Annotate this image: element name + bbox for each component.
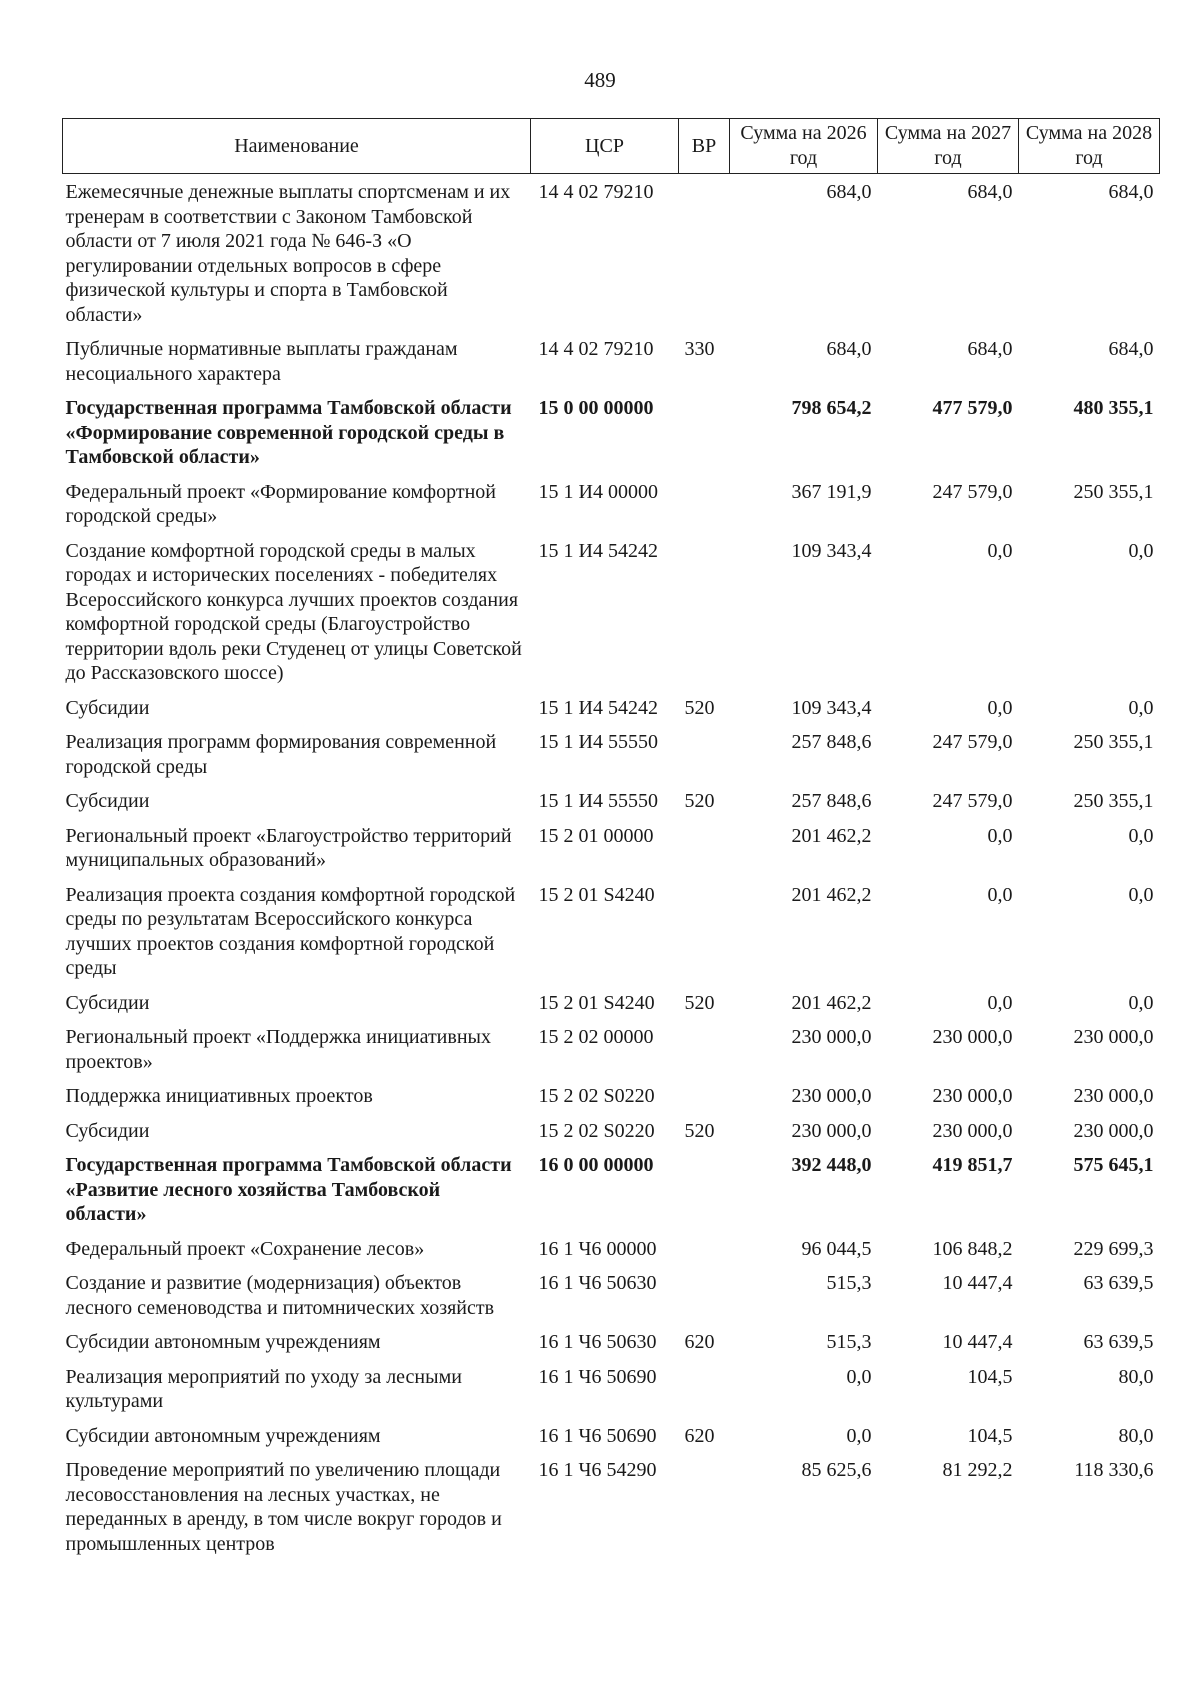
row-sum-2026: 109 343,4 — [791, 696, 872, 719]
row-sum-2026: 684,0 — [826, 181, 872, 203]
row-sum-2026: 201 462,2 — [791, 883, 872, 906]
row-sum-2028: 0,0 — [1128, 824, 1154, 847]
row-sum-2026: 392 448,0 — [791, 1154, 872, 1176]
table-row — [63, 1231, 1160, 1266]
row-sum-2027: 247 579,0 — [932, 731, 1013, 753]
row-name: Государственная программа Тамбовской области «Развитие лесного хозяйства Тамбовской области» — [65, 1154, 512, 1225]
row-sum-2026: 85 625,6 — [801, 1459, 872, 1481]
row-csr: 16 1 Ч6 50630 — [538, 1331, 657, 1353]
row-sum-2027: 10 447,4 — [942, 1272, 1013, 1294]
row-name: Субсидии — [65, 790, 150, 812]
row-vr: 620 — [684, 1424, 715, 1447]
table-row — [63, 985, 1160, 1020]
row-sum-2028: 80,0 — [1118, 1424, 1154, 1447]
row-csr: 15 1 И4 54242 — [538, 696, 658, 719]
row-vr — [679, 474, 730, 533]
table-row — [63, 818, 1160, 877]
row-sum-2026: 96 044,5 — [801, 1237, 872, 1260]
header-sum-2027: Сумма на 2027 год — [878, 119, 1019, 174]
row-name: Субсидии — [65, 696, 150, 719]
header-vr: ВР — [679, 119, 730, 174]
row-csr: 16 1 Ч6 50690 — [538, 1365, 657, 1388]
table-body — [63, 174, 1160, 1561]
row-vr: 330 — [684, 338, 715, 360]
row-sum-2027: 10 447,4 — [942, 1331, 1013, 1353]
row-sum-2028: 230 000,0 — [1073, 1119, 1154, 1142]
row-sum-2027: 0,0 — [987, 539, 1013, 562]
row-sum-2027: 684,0 — [967, 338, 1013, 360]
row-csr: 15 1 И4 00000 — [538, 480, 658, 503]
row-vr — [679, 174, 730, 332]
row-name: Субсидии — [65, 1119, 150, 1142]
row-csr: 14 4 02 79210 — [538, 338, 654, 360]
table-row — [63, 1324, 1160, 1359]
row-sum-2027: 230 000,0 — [932, 1119, 1013, 1142]
row-sum-2027: 0,0 — [987, 991, 1013, 1014]
row-sum-2026: 257 848,6 — [791, 790, 872, 812]
row-csr: 15 1 И4 54242 — [538, 539, 658, 562]
row-sum-2028: 0,0 — [1128, 991, 1154, 1014]
row-sum-2028: 250 355,1 — [1073, 731, 1154, 753]
table-row — [63, 174, 1160, 332]
row-vr: 520 — [684, 696, 715, 719]
row-sum-2027: 104,5 — [967, 1365, 1013, 1388]
row-sum-2028: 0,0 — [1128, 696, 1154, 719]
row-sum-2026: 798 654,2 — [791, 397, 872, 419]
row-sum-2026: 257 848,6 — [791, 731, 872, 753]
row-name: Создание и развитие (модернизация) объектов лесного семеноводства и питомнических хозяйств — [65, 1272, 495, 1319]
row-vr — [679, 1231, 730, 1266]
table-row — [63, 1452, 1160, 1560]
row-sum-2027: 419 851,7 — [932, 1154, 1013, 1176]
row-sum-2027: 106 848,2 — [932, 1237, 1013, 1260]
row-sum-2028: 118 330,6 — [1074, 1459, 1154, 1481]
header-csr: ЦСР — [531, 119, 679, 174]
table-row — [63, 1265, 1160, 1324]
row-name: Создание комфортной городской среды в малых городах и исторических поселениях - победителях Всероссийского конкурса лучших проектов создания комфортной городской среды (Благоустройство территории вдоль реки Студенец от улицы Советской до Рассказовского шоссе) — [65, 539, 522, 684]
row-csr: 14 4 02 79210 — [538, 181, 654, 203]
row-vr — [679, 724, 730, 783]
row-vr — [679, 1078, 730, 1113]
row-sum-2026: 230 000,0 — [791, 1119, 872, 1142]
table-row — [63, 783, 1160, 818]
table-row — [63, 474, 1160, 533]
row-name: Проведение мероприятий по увеличению площади лесовосстановления на лесных участках, не переданных в аренду, в том числе вокруг городов и промышленных центров — [65, 1459, 502, 1555]
header-sum-2026: Сумма на 2026 год — [730, 119, 878, 174]
table-row — [63, 1019, 1160, 1078]
row-vr — [679, 533, 730, 690]
row-csr: 15 1 И4 55550 — [538, 790, 658, 812]
row-csr: 15 0 00 00000 — [538, 397, 654, 419]
table-header-row — [63, 119, 1160, 174]
row-sum-2026: 0,0 — [846, 1424, 872, 1447]
row-sum-2026: 0,0 — [846, 1365, 872, 1388]
row-name: Реализация мероприятий по уходу за лесными культурами — [65, 1365, 462, 1412]
row-csr: 15 1 И4 55550 — [538, 731, 658, 753]
row-name: Реализация программ формирования современной городской среды — [65, 731, 497, 778]
table-row — [63, 533, 1160, 690]
row-sum-2028: 63 639,5 — [1083, 1331, 1154, 1353]
row-sum-2028: 0,0 — [1128, 883, 1154, 906]
row-csr: 16 1 Ч6 54290 — [538, 1459, 657, 1481]
row-vr — [679, 1019, 730, 1078]
table-row — [63, 331, 1160, 390]
row-csr: 15 2 02 S0220 — [538, 1085, 655, 1107]
row-vr: 520 — [684, 991, 715, 1014]
row-sum-2028: 684,0 — [1108, 181, 1154, 203]
row-vr — [679, 1147, 730, 1231]
row-vr: 520 — [684, 1119, 715, 1142]
row-name: Поддержка инициативных проектов — [65, 1085, 373, 1107]
row-vr: 620 — [684, 1331, 715, 1353]
row-sum-2028: 229 699,3 — [1073, 1237, 1154, 1260]
row-vr: 520 — [684, 790, 715, 812]
row-sum-2026: 684,0 — [826, 338, 872, 360]
row-csr: 16 1 Ч6 50690 — [538, 1424, 657, 1447]
row-csr: 15 2 01 00000 — [538, 824, 654, 847]
row-name: Ежемесячные денежные выплаты спортсменам и их тренерам в соответствии с Законом Тамбовской области от 7 июля 2021 года № 646-З «О регулировании отдельных вопросов в сфере физической культуры и спорта в Тамбовской области» — [65, 181, 511, 326]
row-name: Государственная программа Тамбовской области «Формирование современной городской среды в Тамбовской области» — [65, 397, 512, 468]
table-row — [63, 1418, 1160, 1453]
row-vr — [679, 1452, 730, 1560]
header-name: Наименование — [63, 119, 531, 174]
row-sum-2027: 684,0 — [967, 181, 1013, 203]
row-vr — [679, 877, 730, 985]
row-sum-2026: 367 191,9 — [791, 480, 872, 503]
row-csr: 16 1 Ч6 50630 — [538, 1272, 657, 1294]
row-name: Субсидии — [65, 991, 150, 1014]
row-sum-2027: 0,0 — [987, 696, 1013, 719]
row-csr: 16 1 Ч6 00000 — [538, 1237, 657, 1260]
row-name: Реализация проекта создания комфортной городской среды по результатам Всероссийского конкурса лучших проектов создания комфортной городской среды — [65, 883, 516, 979]
row-sum-2028: 63 639,5 — [1083, 1272, 1154, 1294]
row-sum-2028: 575 645,1 — [1073, 1154, 1154, 1176]
row-sum-2027: 230 000,0 — [932, 1085, 1013, 1107]
row-sum-2028: 250 355,1 — [1073, 790, 1154, 812]
table-row — [63, 1359, 1160, 1418]
row-sum-2026: 230 000,0 — [791, 1026, 872, 1048]
row-sum-2026: 109 343,4 — [791, 539, 872, 562]
row-sum-2028: 480 355,1 — [1073, 397, 1154, 419]
row-sum-2027: 247 579,0 — [932, 790, 1013, 812]
row-sum-2028: 230 000,0 — [1073, 1026, 1154, 1048]
row-sum-2027: 0,0 — [987, 883, 1013, 906]
row-csr: 15 2 01 S4240 — [538, 991, 655, 1014]
table-row — [63, 1147, 1160, 1231]
row-vr — [679, 1265, 730, 1324]
row-sum-2027: 104,5 — [967, 1424, 1013, 1447]
page-number: 489 — [584, 68, 616, 92]
row-sum-2027: 477 579,0 — [932, 397, 1013, 419]
row-sum-2027: 247 579,0 — [932, 480, 1013, 503]
row-sum-2028: 684,0 — [1108, 338, 1154, 360]
row-name: Федеральный проект «Сохранение лесов» — [65, 1237, 425, 1260]
row-sum-2028: 250 355,1 — [1073, 480, 1154, 503]
row-name: Субсидии автономным учреждениям — [65, 1424, 381, 1447]
row-name: Публичные нормативные выплаты гражданам несоциального характера — [65, 338, 458, 385]
row-sum-2028: 80,0 — [1118, 1365, 1154, 1388]
row-sum-2027: 0,0 — [987, 824, 1013, 847]
table-row — [63, 724, 1160, 783]
table-row — [63, 390, 1160, 474]
row-csr: 15 2 02 00000 — [538, 1026, 654, 1048]
row-vr — [679, 390, 730, 474]
row-sum-2028: 230 000,0 — [1073, 1085, 1154, 1107]
row-csr: 15 2 02 S0220 — [538, 1119, 655, 1142]
row-sum-2027: 81 292,2 — [942, 1459, 1013, 1481]
header-sum-2028: Сумма на 2028 год — [1019, 119, 1160, 174]
row-vr — [679, 818, 730, 877]
row-sum-2026: 515,3 — [826, 1272, 872, 1294]
table-row — [63, 1113, 1160, 1148]
row-vr — [679, 1359, 730, 1418]
row-csr: 16 0 00 00000 — [538, 1154, 654, 1176]
row-sum-2028: 0,0 — [1128, 539, 1154, 562]
table-row — [63, 877, 1160, 985]
row-csr: 15 2 01 S4240 — [538, 883, 655, 906]
row-sum-2026: 230 000,0 — [791, 1085, 872, 1107]
row-name: Субсидии автономным учреждениям — [65, 1331, 381, 1353]
table-row — [63, 1078, 1160, 1113]
row-sum-2027: 230 000,0 — [932, 1026, 1013, 1048]
row-sum-2026: 201 462,2 — [791, 824, 872, 847]
row-sum-2026: 201 462,2 — [791, 991, 872, 1014]
row-name: Региональный проект «Благоустройство территорий муниципальных образований» — [65, 824, 512, 871]
row-name: Региональный проект «Поддержка инициативных проектов» — [65, 1026, 491, 1073]
row-name: Федеральный проект «Формирование комфортной городской среды» — [65, 480, 496, 527]
row-sum-2026: 515,3 — [826, 1331, 872, 1353]
table-row — [63, 690, 1160, 725]
budget-table — [62, 118, 1160, 1560]
